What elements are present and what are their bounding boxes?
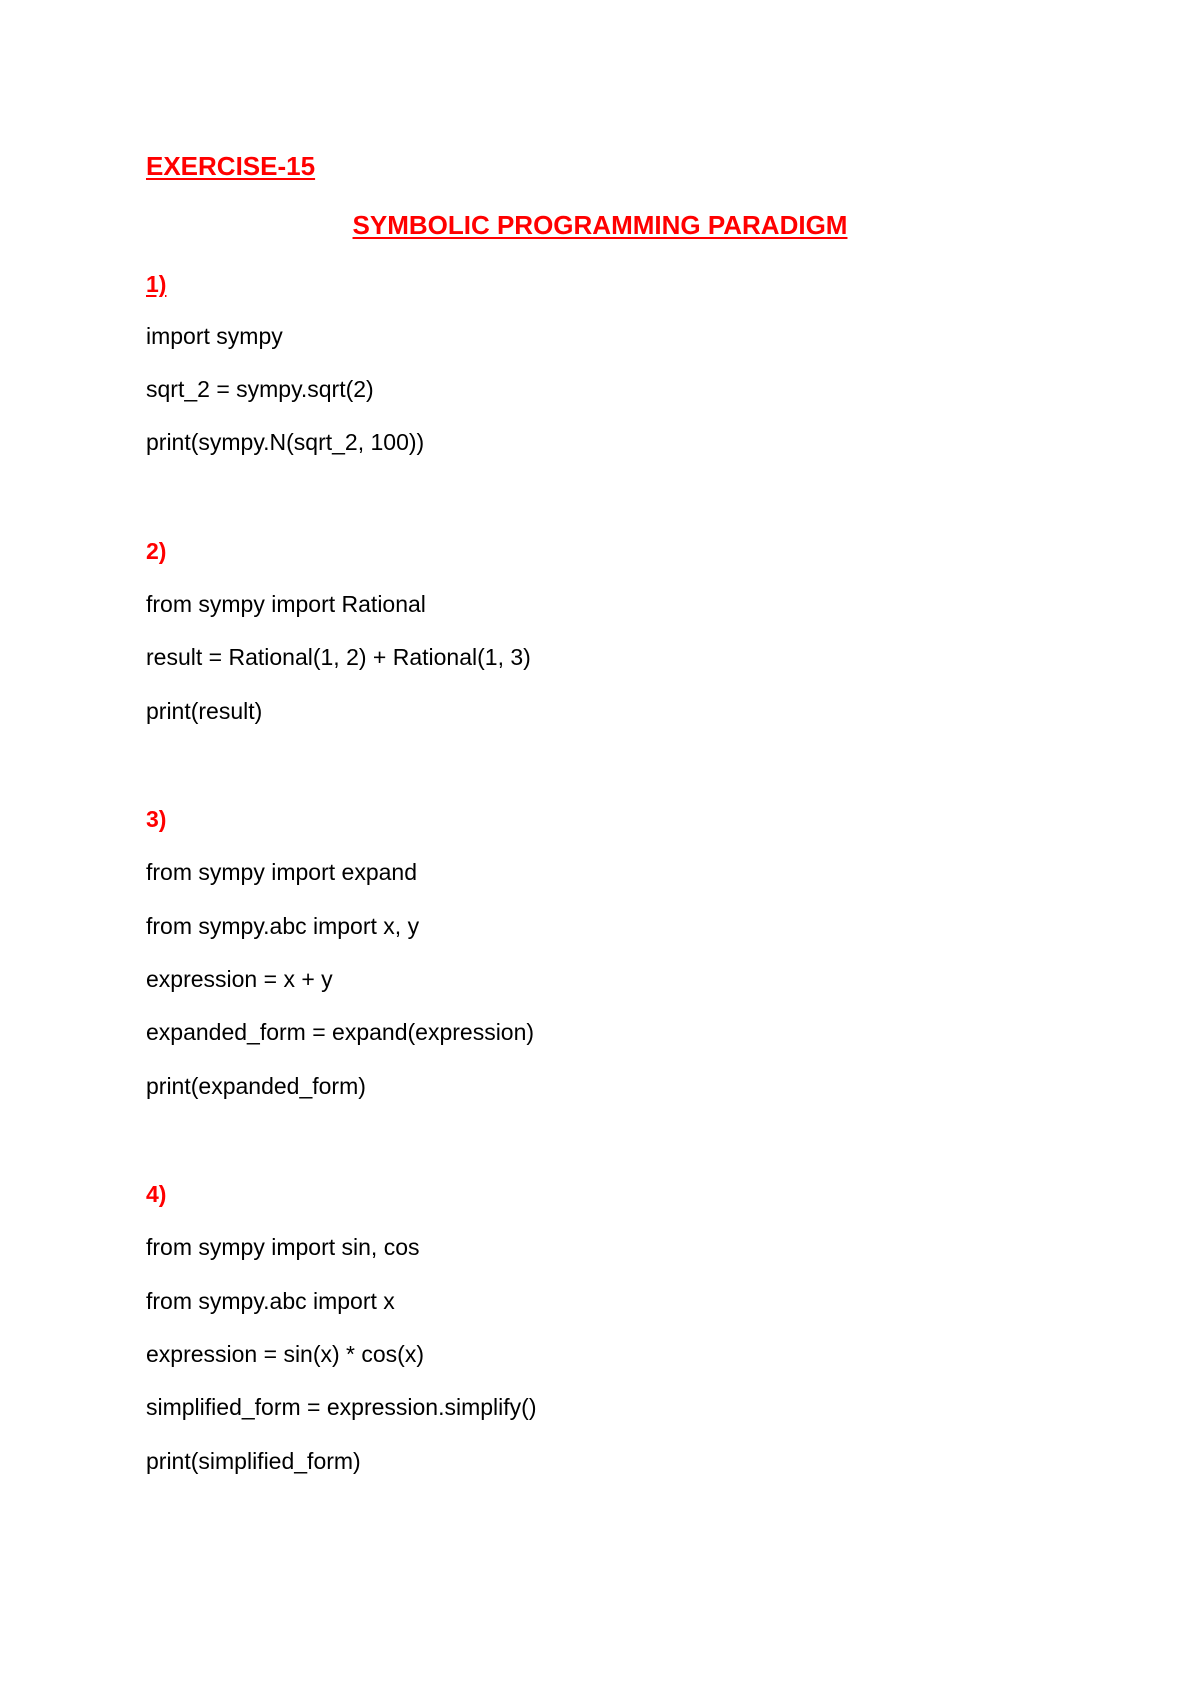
section-1-label: 1) [146,271,167,297]
code-line: from sympy import expand [146,859,417,885]
code-line: result = Rational(1, 2) + Rational(1, 3) [146,644,531,670]
section-2-label: 2) [146,538,167,564]
section-4-label: 4) [146,1181,167,1207]
code-line: sqrt_2 = sympy.sqrt(2) [146,376,374,402]
code-line: from sympy.abc import x, y [146,913,420,939]
code-line: simplified_form = expression.simplify() [146,1394,537,1420]
code-line: expression = x + y [146,966,333,992]
code-line: import sympy [146,323,283,349]
page-subtitle-text: SYMBOLIC PROGRAMMING PARADIGM [352,210,848,240]
code-line: print(simplified_form) [146,1448,361,1474]
code-line: print(result) [146,698,263,724]
page-subtitle [0,210,1200,240]
section-3-label: 3) [146,806,167,832]
code-line: from sympy import sin, cos [146,1234,420,1260]
exercise-title: EXERCISE-15 [146,151,316,181]
code-line: from sympy import Rational [146,591,426,617]
code-line: print(sympy.N(sqrt_2, 100)) [146,429,425,455]
code-line: print(expanded_form) [146,1073,366,1099]
code-line: expression = sin(x) * cos(x) [146,1341,424,1367]
code-line: from sympy.abc import x [146,1288,395,1314]
code-line: expanded_form = expand(expression) [146,1019,535,1045]
